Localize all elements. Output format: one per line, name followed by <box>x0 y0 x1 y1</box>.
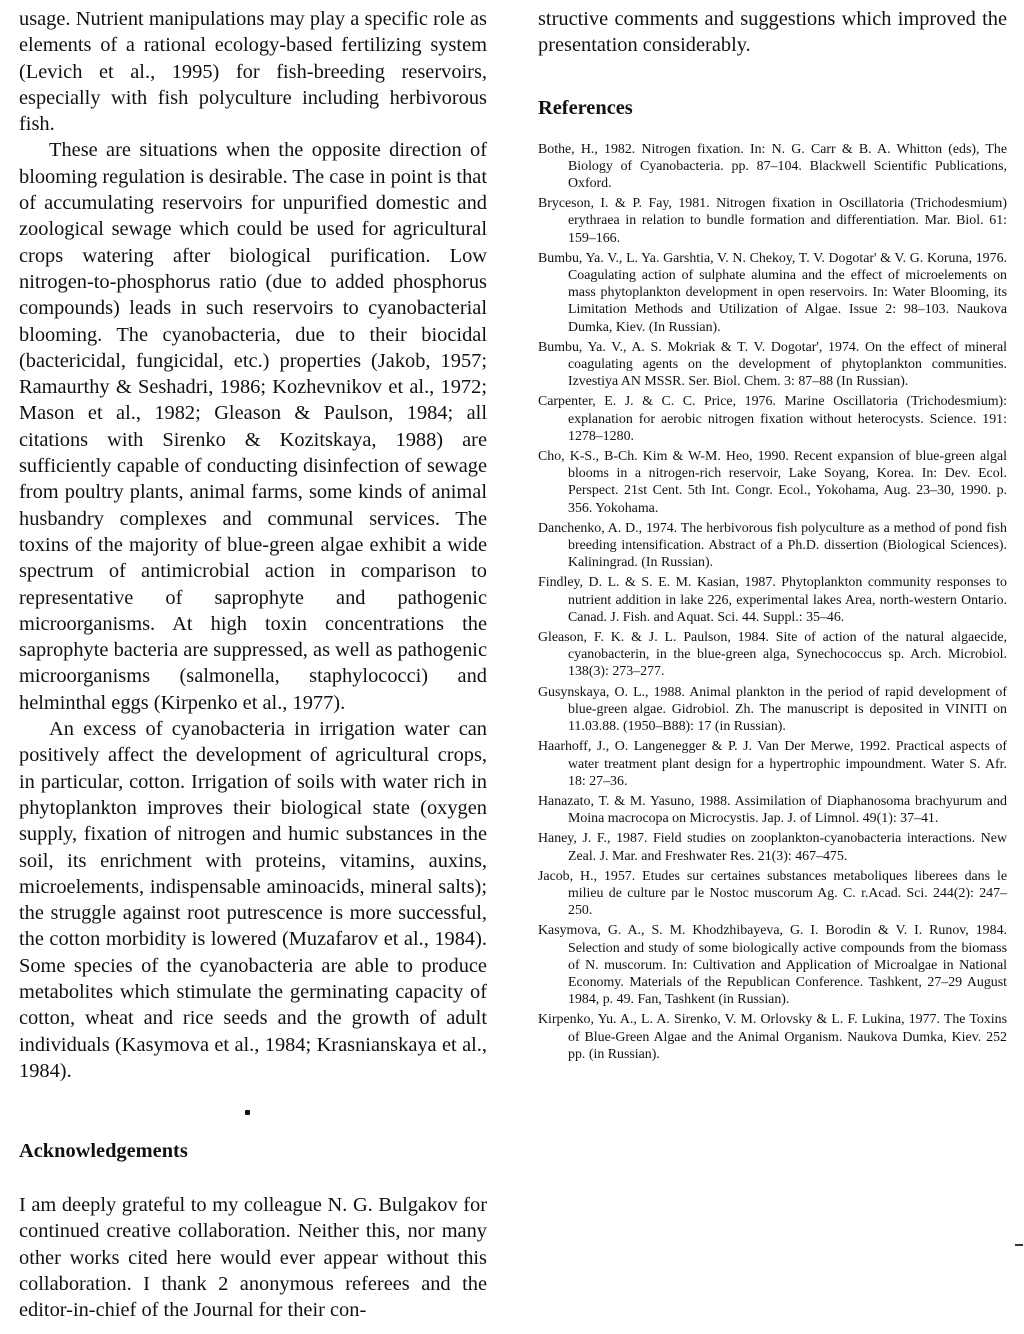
margin-mark <box>1015 1244 1023 1246</box>
reference-item: Bryceson, I. & P. Fay, 1981. Nitrogen fixation in Oscillatoria (Trichodesmium) erythraea in relation to bundle formation and differentiation. Mar. Biol. 61: 159–166. <box>538 196 1007 246</box>
reference-item: Haney, J. F., 1987. Field studies on zooplankton-cyanobacteria interactions. New Zeal. J. Mar. and Freshwater Res. 21(3): 467–475. <box>538 831 1007 864</box>
stray-dot-mark <box>245 1110 250 1115</box>
reference-item: Carpenter, E. J. & C. C. Price, 1976. Marine Oscillatoria (Trichodesmium): explanation for aerobic nitrogen fixation without heterocysts. Science. 191: 1278–1280. <box>538 394 1007 444</box>
reference-item: Jacob, H., 1957. Etudes sur certaines substances metaboliques liberees dans le milieu de culture par le Nostoc muscorum Ag. C. r.Acad. Sci. 244(2): 247–250. <box>538 868 1007 919</box>
reference-item: Findley, D. L. & S. E. M. Kasian, 1987. Phytoplankton community responses to nutrient addition in lake 226, experimental lakes Area, north-western Ontario. Canad. J. Fish. and Aquat. Sci. 44. Suppl.: 35–46. <box>538 575 1007 625</box>
acknowledgements-text: I am deeply grateful to my colleague N. G. Bulgakov for continued creative collaboration. Neither this, nor many other works cited here would ever appear without this collaboration. I thank 2 anonymous referees and the editor-in-chief of the Journal for their con- <box>19 1194 487 1322</box>
reference-item: Bumbu, Ya. V., A. S. Mokriak & T. V. Dogotar', 1974. On the effect of mineral coagulating agents on the development of phytoplankton communities. Izvestiya AN MSSR. Ser. Biol. Chem. 3: 87–88 (In Russian). <box>538 339 1007 390</box>
reference-item: Gleason, F. K. & J. L. Paulson, 1984. Site of action of the natural algaecide, cyanobacterin, in the blue-green alga, Synechococcus sp. Arch. Microbiol. 138(3): 273–277. <box>538 630 1007 680</box>
reference-item: Cho, K-S., B-Ch. Kim & W-M. Heo, 1990. Recent expansion of blue-green algal blooms in a nitrogen-rich reservoir, Lake Soyang, Korea. In: Dev. Ecol. Perspect. 21st Cent. 5th Int. Congr. Ecol., Yokohama, Aug. 23–30, 1990. p. 356. Yokohama. <box>538 449 1007 516</box>
reference-item: Danchenko, A. D., 1974. The herbivorous fish polyculture as a method of pond fish breeding intensification. Abstract of a Ph.D. dissertion (Biological Sciences). Kaliningrad. (In Russian). <box>538 520 1007 571</box>
reference-item: Kirpenko, Yu. A., L. A. Sirenko, V. M. Orlovsky & L. F. Lukina, 1977. The Toxins of Blue-Green Algae and the Animal Organism. Naukova Dumka, Kiev. 252 pp. (in Russian). <box>538 1012 1007 1062</box>
left-column <box>19 6 487 1324</box>
right-column <box>538 6 1007 1066</box>
reference-item: Bumbu, Ya. V., L. Ya. Garshtia, V. N. Chekoy, T. V. Dogotar' & V. G. Koruna, 1976. Coagulating action of sulphate alumina and the effect of microelements on mass phytoplankton development in open reservoirs. In: Water Blooming, its Limitation Methods and Utilization of Algae. Issue 2: 98–103. Naukova Dumka, Kiev. (In Russian). <box>538 250 1007 335</box>
reference-item: Hanazato, T. & M. Yasuno, 1988. Assimilation of Diaphanosoma brachyurum and Moina macrocopa on Microcystis. Jap. J. of Limnol. 49(1): 37–41. <box>538 793 1007 827</box>
body-paragraph: usage. Nutrient manipulations may play a specific role as elements of a rational ecology-based fertilizing system (Levich et al., 1995) for fish-breeding reservoirs, especially with fish polyculture including herbivorous fish. <box>19 8 487 136</box>
reference-item: Bothe, H., 1982. Nitrogen fixation. In: N. G. Carr & B. A. Whitton (eds), The Biology of Cyanobacteria. pp. 87–104. Blackwell Scientific Publications, Oxford. <box>538 141 1007 191</box>
reference-item: Kasymova, G. A., S. M. Khodzhibayeva, G. I. Borodin & V. I. Runov, 1984. Selection and study of some biologically active compounds from the biomass of N. muscorum. In: Cultivation and Application of Microalgae in National Economy. Materials of the Republican Conference. Tashkent, 27–29 August 1984, p. 49. Fan, Tashkent (in Russian). <box>538 923 1007 1008</box>
references-list <box>538 141 1007 1063</box>
reference-item: Gusynskaya, O. L., 1988. Animal plankton in the period of rapid development of blue-green algae. Gidrobiol. Zh. The manuscript is deposited in VINITI on 11.03.88. (1950–B88): 17 (in Russian). <box>538 684 1007 735</box>
acknowledgements-heading: Acknowledgements <box>19 1140 188 1163</box>
body-paragraph: These are situations when the opposite direction of blooming regulation is desirable. The case in point is that of accumulating reservoirs for unpurified domestic and zoological sewage which could be used for agricultural crops watering after biological purification. Low nitrogen-to-phosphorus ratio (due to added phosphorus compounds) leads in such reservoirs to cyanobacterial blooming. The cyanobacteria, due to their biocidal (bactericidal, fungicidal, etc.) properties (Jakob, 1957; Ramaurthy & Seshadri, 1986; Kozhevnikov et al., 1972; Mason et al., 1982; Gleason & Paulson, 1984; all citations with Sirenko & Kozitskaya, 1988) are sufficiently capable of conducting disinfection of sewage from poultry plants, animal farms, some kinds of animal husbandry complexes and communal services. The toxins of the majority of blue-green algae exhibit a wide spectrum of antimicrobial action in comparison to representative of saprophyte and pathogenic microorganisms. At high toxin concentrations the saprophyte bacteria are suppressed, as well as pathogenic microorganisms (salmonella, staphylococci) and helminthal eggs (Kirpenko et al., 1977). <box>19 139 487 714</box>
acknowledgements-continuation: structive comments and suggestions which improved the presentation considerably. <box>538 8 1007 57</box>
reference-item: Haarhoff, J., O. Langenegger & P. J. Van Der Merwe, 1992. Practical aspects of water treatment plant design for a hypertrophic impoundment. Water S. Afr. 18: 27–36. <box>538 739 1007 789</box>
body-paragraph: An excess of cyanobacteria in irrigation water can positively affect the development of agricultural crops, in particular, cotton. Irrigation of soils with water rich in phytoplankton improves their biological state (oxygen supply, fixation of nitrogen and humic substances in the soil, its enrichment with proteins, vitamins, auxins, microelements, indispensable aminoacids, mineral salts); the struggle against root putrescence is more successful, the cotton morbidity is lowered (Muzafarov et al., 1984). Some species of the cyanobacteria are able to produce metabolites which stimulate the germinating capacity of cotton, wheat and rice seeds and the growth of adult individuals (Kasymova et al., 1984; Krasnianskaya et al., 1984). <box>19 718 487 1082</box>
references-heading: References <box>538 96 633 119</box>
